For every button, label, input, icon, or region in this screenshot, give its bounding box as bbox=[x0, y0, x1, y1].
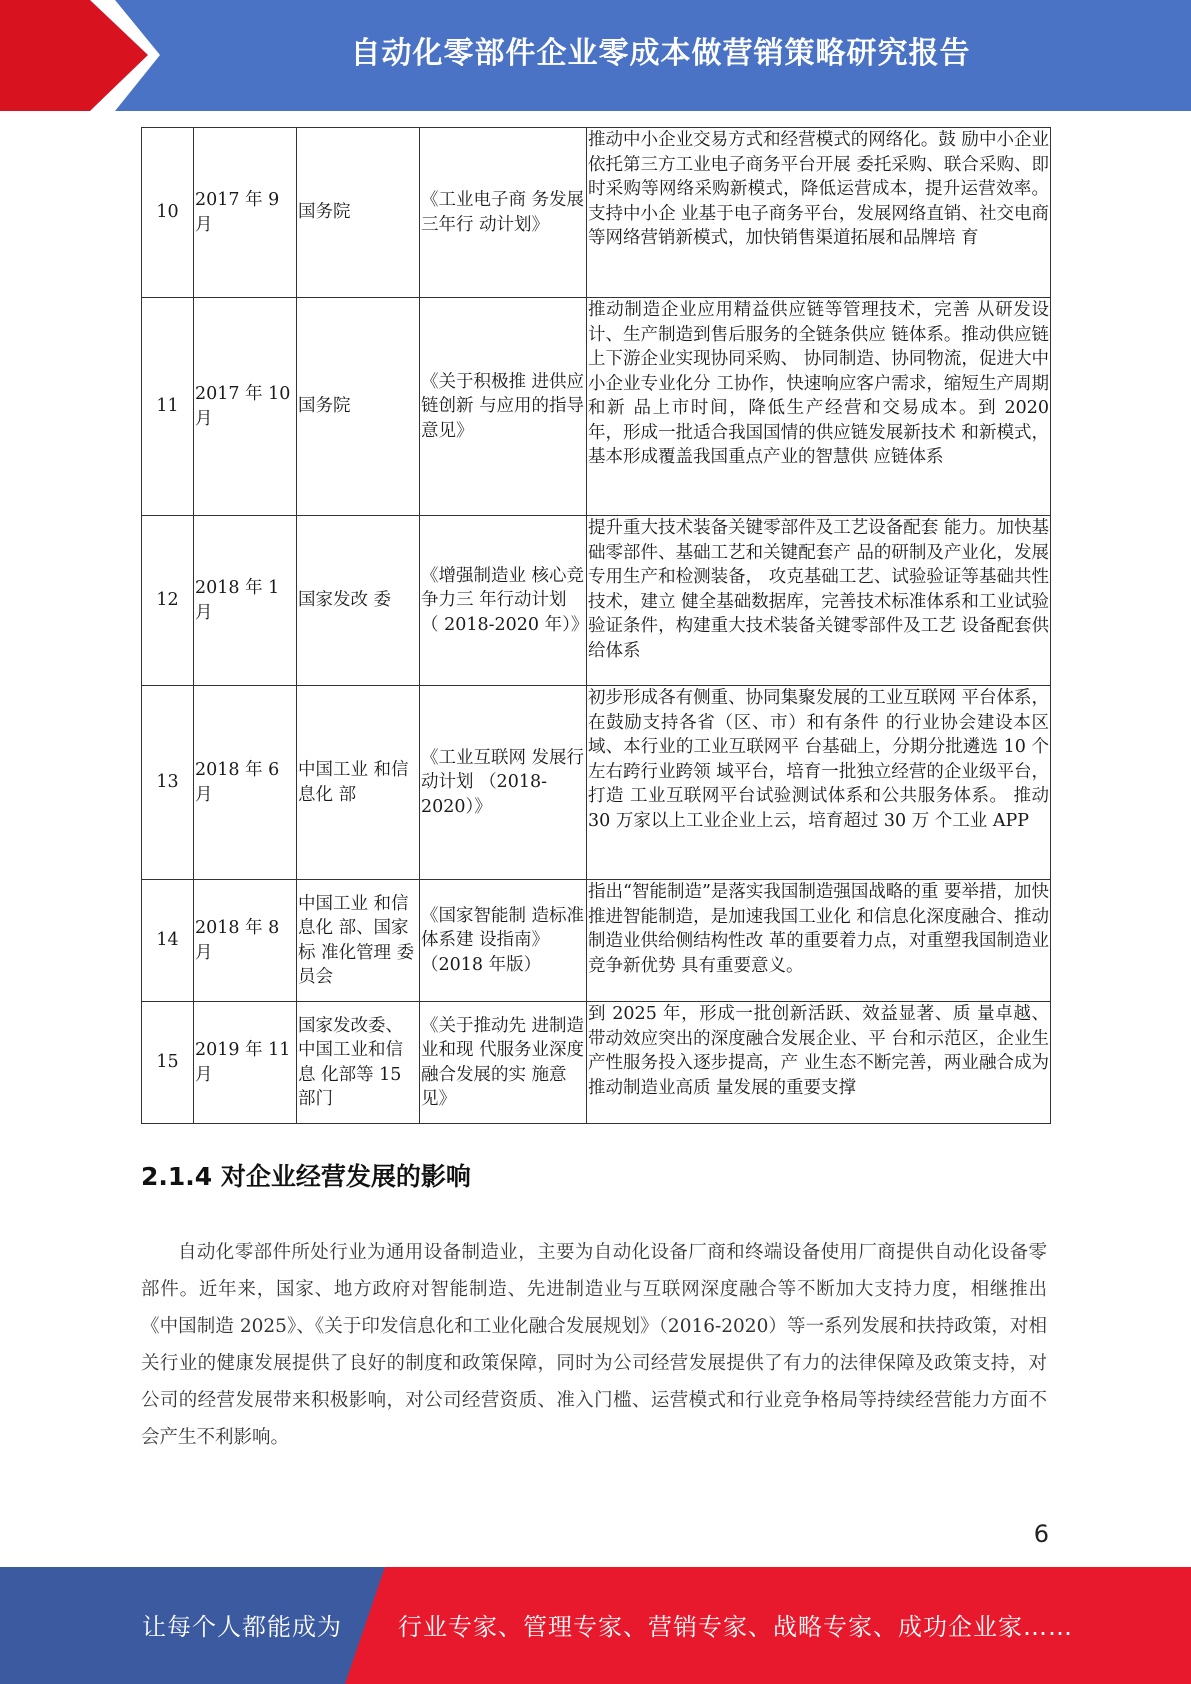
table-row bbox=[142, 686, 1051, 880]
page-footer bbox=[0, 1567, 1191, 1684]
row-document: 《工业互联网 发展行动计划 （2018-2020）》 bbox=[420, 686, 587, 880]
row-date: 2018 年 6 月 bbox=[194, 686, 297, 880]
row-date: 2018 年 8 月 bbox=[194, 880, 297, 1002]
row-issuer: 中国工业 和信息化 部、国家标 准化管理 委员会 bbox=[297, 880, 420, 1002]
row-number: 10 bbox=[142, 128, 194, 298]
row-content: 指出“智能制造”是落实我国制造强国战略的重 要举措，加快推进智能制造，是加速我国工业化 和信息化深度融合、推动制造业供给侧结构性改 革的重要着力点，对重塑我国制造业竞争新优势 具有重要意义。 bbox=[587, 880, 1051, 1002]
row-issuer: 国家发改 委 bbox=[297, 516, 420, 686]
table-row bbox=[142, 298, 1051, 516]
row-issuer: 国务院 bbox=[297, 128, 420, 298]
row-number: 11 bbox=[142, 298, 194, 516]
page-header bbox=[0, 0, 1191, 111]
report-title: 自动化零部件企业零成本做营销策略研究报告 bbox=[350, 36, 971, 71]
row-number: 13 bbox=[142, 686, 194, 880]
row-document: 《增强制造业 核心竞争力三 年行动计划 （ 2018-2020 年）》 bbox=[420, 516, 587, 686]
row-issuer: 中国工业 和信息化 部 bbox=[297, 686, 420, 880]
row-issuer: 国务院 bbox=[297, 298, 420, 516]
row-date: 2017 年 10 月 bbox=[194, 298, 297, 516]
row-document: 《工业电子商 务发展三年行 动计划》 bbox=[420, 128, 587, 298]
row-document: 《关于积极推 进供应链创新 与应用的指导 意见》 bbox=[420, 298, 587, 516]
row-content: 初步形成各有侧重、协同集聚发展的工业互联网 平台体系，在鼓励支持各省（区、市）和有条件 的行业协会建设本区域、本行业的工业互联网平 台基础上，分期分批遴选 10 个左右跨行业跨领 域平台，培育一批独立经营的企业级平台，打造 工业互联网平台试验测试体系和公共服务体系。 推动 30 万家以上工业企业上云，培育超过 30 万 个工业 APP bbox=[587, 686, 1051, 880]
body-paragraph: 自动化零部件所处行业为通用设备制造业，主要为自动化设备厂商和终端设备使用厂商提供自动化设备零部件。近年来，国家、地方政府对智能制造、先进制造业与互联网深度融合等不断加大支持力度，相继推出《中国制造 2025》、《关于印发信息化和工业化融合发展规划》（2016-2020）等一系列发展和扶持政策，对相关行业的健康发展提供了良好的制度和政策保障，同时为公司经营发展提供了有力的法律保障及政策支持，对公司的经营发展带来积极影响，对公司经营资质、准入门槛、运营模式和行业竞争格局等持续经营能力方面不会产生不利影响。 bbox=[141, 1242, 1047, 1448]
row-document: 《关于推动先 进制造业和现 代服务业深度 融合发展的实 施意见》 bbox=[420, 1002, 587, 1124]
row-content: 到 2025 年，形成一批创新活跃、效益显著、质 量卓越、带动效应突出的深度融合发展企业、平 台和示范区，企业生产性服务投入逐步提高，产 业生态不断完善，两业融合成为推动制造业高质 量发展的重要支撑 bbox=[587, 1002, 1051, 1124]
row-content: 提升重大技术装备关键零部件及工艺设备配套 能力。加快基础零部件、基础工艺和关键配套产 品的研制及产业化，发展专用生产和检测装备， 攻克基础工艺、试验验证等基础共性技术，建立 健全基础数据库，完善技术标准体系和工业试验 验证条件，构建重大技术装备关键零部件及工艺 设备配套供给体系 bbox=[587, 516, 1051, 686]
footer-slogan-right: 行业专家、管理专家、营销专家、战略专家、成功企业家…… bbox=[398, 1613, 1073, 1641]
section-heading: 2.1.4 对企业经营发展的影响 bbox=[141, 1162, 471, 1191]
table-row bbox=[142, 128, 1051, 298]
row-date: 2019 年 11 月 bbox=[194, 1002, 297, 1124]
row-number: 14 bbox=[142, 880, 194, 1002]
row-document: 《国家智能制 造标准体系建 设指南》（2018 年版） bbox=[420, 880, 587, 1002]
row-number: 15 bbox=[142, 1002, 194, 1124]
row-number: 12 bbox=[142, 516, 194, 686]
page-number: 6 bbox=[1033, 1520, 1049, 1548]
table-row bbox=[142, 880, 1051, 1002]
table-row bbox=[142, 516, 1051, 686]
row-date: 2018 年 1 月 bbox=[194, 516, 297, 686]
policy-table bbox=[141, 127, 1051, 1124]
table-row bbox=[142, 1002, 1051, 1124]
row-issuer: 国家发改委、中国工业和信息 化部等 15 部门 bbox=[297, 1002, 420, 1124]
row-content: 推动制造企业应用精益供应链等管理技术，完善 从研发设计、生产制造到售后服务的全链条供应 链体系。推动供应链上下游企业实现协同采购、 协同制造、协同物流，促进大中小企业专业化分 工协作，快速响应客户需求，缩短生产周期和新 品上市时间，降低生产经营和交易成本。到 2020 年，形成一批适合我国国情的供应链发展新技术 和新模式，基本形成覆盖我国重点产业的智慧供 应链体系 bbox=[587, 298, 1051, 516]
footer-slogan-left: 让每个人都能成为 bbox=[142, 1613, 342, 1641]
row-content: 推动中小企业交易方式和经营模式的网络化。鼓 励中小企业依托第三方工业电子商务平台开展 委托采购、联合采购、即时采购等网络采购新模式，降低运营成本，提升运营效率。支持中小企 业基于电子商务平台，发展网络直销、社交电商 等网络营销新模式，加快销售渠道拓展和品牌培 育 bbox=[587, 128, 1051, 298]
row-date: 2017 年 9 月 bbox=[194, 128, 297, 298]
